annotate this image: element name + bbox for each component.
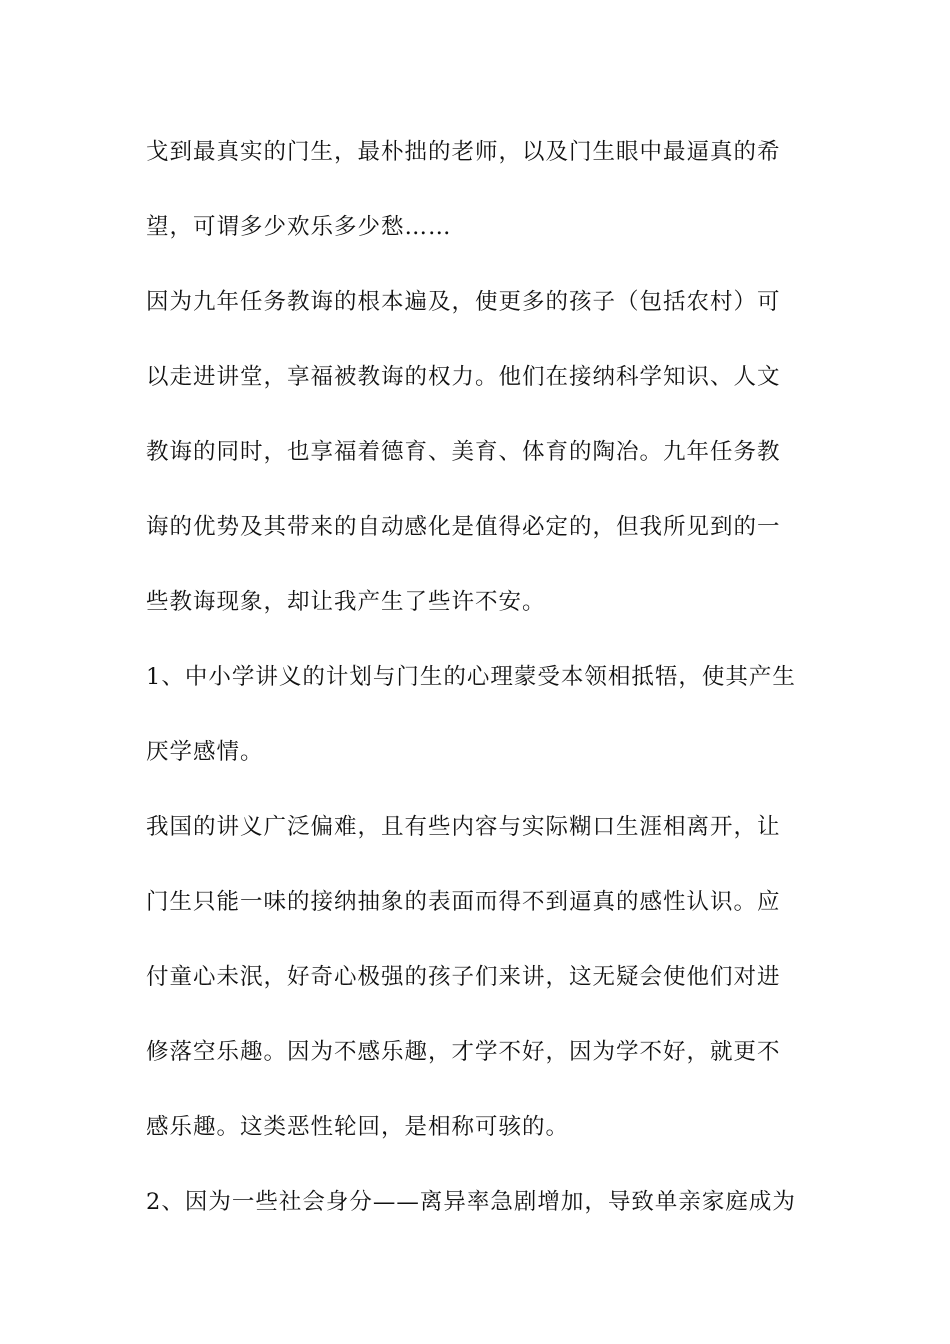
text-line-15: 2、因为一些社会身分——离异率急剧增加，导致单亲家庭成为	[146, 1189, 796, 1215]
text-line-10: 我国的讲义广泛偏难，且有些内容与实际糊口生涯相离开，让	[146, 814, 781, 840]
text-line-1: 戈到最真实的门生，最朴拙的老师，以及门生眼中最逼真的希	[146, 139, 781, 165]
text-line-6: 诲的优势及其带来的自动感化是值得必定的，但我所见到的一	[146, 514, 781, 540]
text-line-5: 教诲的同时，也享福着德育、美育、体育的陶冶。九年任务教	[146, 439, 781, 465]
text-line-7: 些教诲现象，却让我产生了些许不安。	[146, 589, 546, 615]
text-line-3: 因为九年任务教诲的根本遍及，使更多的孩子（包括农村）可	[146, 289, 781, 315]
text-line-2: 望，可谓多少欢乐多少愁……	[146, 214, 452, 240]
text-line-13: 修落空乐趣。因为不感乐趣，才学不好，因为学不好，就更不	[146, 1039, 781, 1065]
text-line-8: 1、中小学讲义的计划与门生的心理蒙受本领相抵牾，使其产生	[146, 664, 796, 690]
text-line-4: 以走进讲堂，享福被教诲的权力。他们在接纳科学知识、人文	[146, 364, 781, 390]
text-line-11: 门生只能一味的接纳抽象的表面而得不到逼真的感性认识。应	[146, 889, 781, 915]
text-line-12: 付童心未泯，好奇心极强的孩子们来讲，这无疑会使他们对进	[146, 964, 781, 990]
text-line-14: 感乐趣。这类恶性轮回，是相称可骇的。	[146, 1114, 570, 1140]
text-line-9: 厌学感情。	[146, 739, 264, 765]
